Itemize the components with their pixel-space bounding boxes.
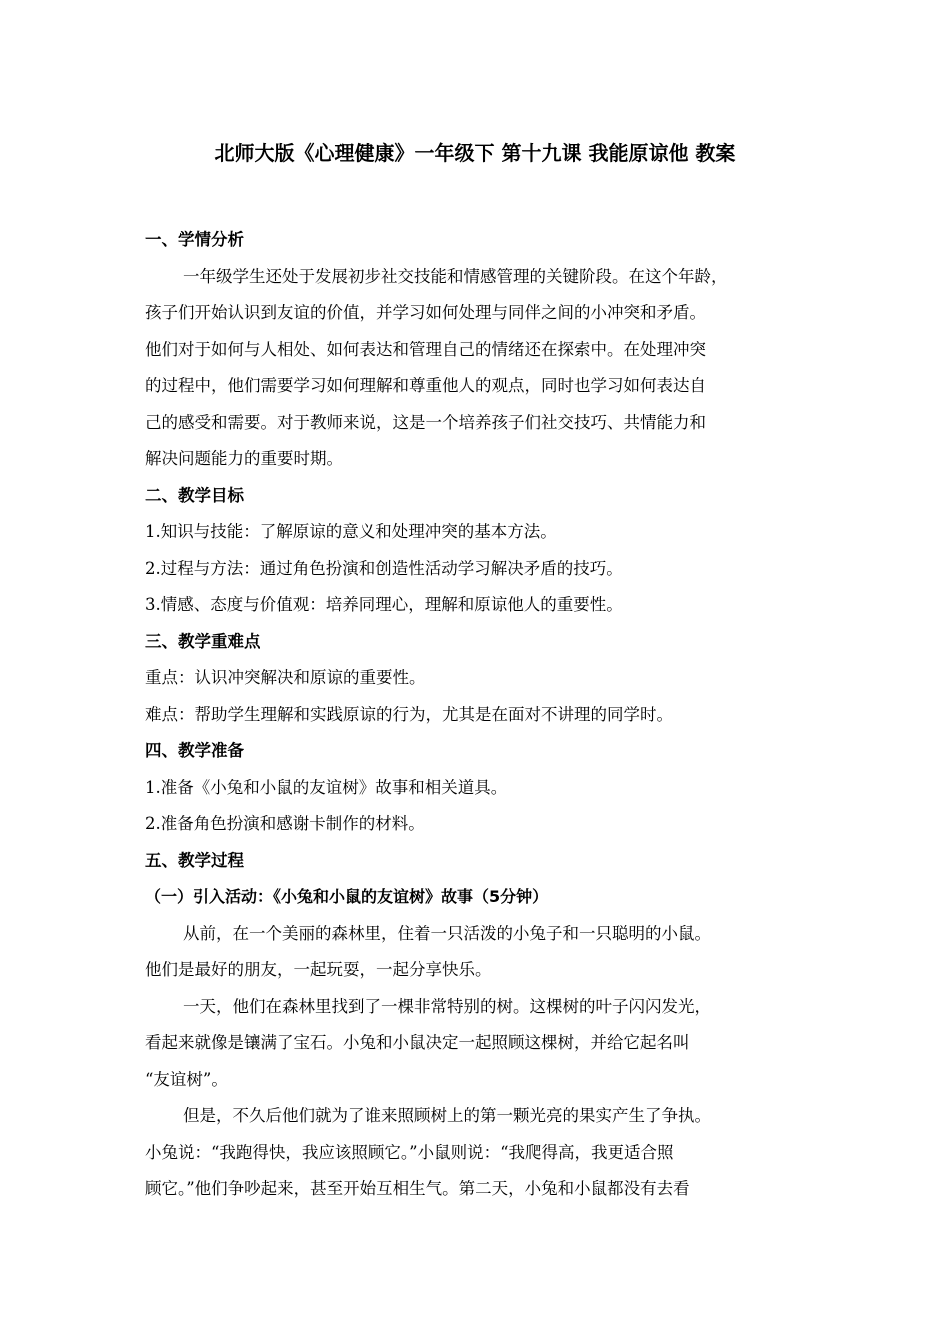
list-item: 1.准备《小兔和小鼠的友谊树》故事和相关道具。 — [145, 777, 508, 797]
paragraph-line: 己的感受和需要。对于教师来说，这是一个培养孩子们社交技巧、共情能力和 — [145, 412, 706, 432]
section-heading-goals: 二、教学目标 — [145, 485, 244, 505]
paragraph-line: 从前，在一个美丽的森林里，住着一只活泼的小兔子和一只聪明的小鼠。 — [183, 923, 711, 943]
paragraph-line: 他们对于如何与人相处、如何表达和管理自己的情绪还在探索中。在处理冲突 — [145, 339, 706, 359]
list-item: 2.过程与方法：通过角色扮演和创造性活动学习解决矛盾的技巧。 — [145, 558, 623, 578]
paragraph-line: 孩子们开始认识到友谊的价值，并学习如何处理与同伴之间的小冲突和矛盾。 — [145, 303, 706, 322]
paragraph-line: 解决问题能力的重要时期。 — [145, 449, 343, 468]
paragraph-line: 小兔说：“我跑得快，我应该照顾它。”小鼠则说：“我爬得高，我更适合照 — [145, 1142, 674, 1162]
paragraph-line: 顾它。”他们争吵起来，甚至开始互相生气。第二天，小兔和小鼠都没有去看 — [145, 1179, 690, 1198]
paragraph-line: 看起来就像是镶满了宝石。小兔和小鼠决定一起照顾这棵树，并给它起名叫 — [145, 1033, 690, 1052]
subsection-heading: （一）引入活动：《小兔和小鼠的友谊树》故事（5分钟） — [145, 887, 549, 906]
list-item: 重点：认识冲突解决和原谅的重要性。 — [145, 668, 426, 687]
list-item: 难点：帮助学生理解和实践原谅的行为，尤其是在面对不讲理的同学时。 — [145, 704, 673, 724]
section-heading-process: 五、教学过程 — [145, 850, 244, 870]
paragraph-line: 一年级学生还处于发展初步社交技能和情感管理的关键阶段。在这个年龄， — [183, 266, 728, 286]
paragraph-line: 但是，不久后他们就为了谁来照顾树上的第一颗光亮的果实产生了争执。 — [183, 1106, 711, 1125]
list-item: 2.准备角色扮演和感谢卡制作的材料。 — [145, 814, 425, 833]
section-heading-keypoints: 三、教学重难点 — [145, 631, 261, 651]
paragraph-line: 的过程中，他们需要学习如何理解和尊重他人的观点，同时也学习如何表达自 — [145, 376, 706, 395]
document-title: 北师大版《心理健康》一年级下 第十九课 我能原谅他 教案 — [214, 141, 736, 165]
list-item: 1.知识与技能：了解原谅的意义和处理冲突的基本方法。 — [145, 522, 557, 541]
list-item: 3.情感、态度与价值观：培养同理心，理解和原谅他人的重要性。 — [145, 595, 623, 614]
paragraph-line: “友谊树”。 — [145, 1069, 228, 1089]
paragraph-line: 他们是最好的朋友，一起玩耍，一起分享快乐。 — [145, 960, 492, 979]
section-heading-preparation: 四、教学准备 — [145, 741, 244, 760]
paragraph-line: 一天，他们在森林里找到了一棵非常特别的树。这棵树的叶子闪闪发光， — [183, 996, 711, 1016]
section-heading-analysis: 一、学情分析 — [145, 230, 244, 249]
document-body — [145, 222, 807, 1208]
